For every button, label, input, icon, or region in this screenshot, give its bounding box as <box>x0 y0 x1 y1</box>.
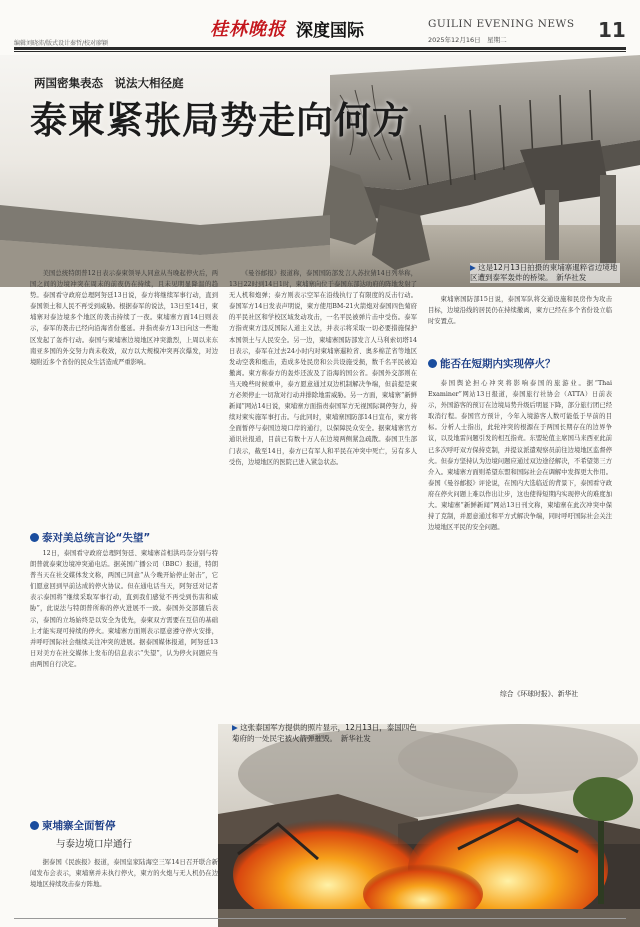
article-kicker: 两国密集表态 说法大相径庭 <box>34 76 184 90</box>
column-1c-text: 据泰国《民族报》报道，泰国皇家陆海空三军14日召开联合新闻发布会表示，柬埔寨并未执行停火，柬方的火炮与无人机仍在边境地区持续攻击泰方阵地。 <box>30 859 218 889</box>
column-1 <box>30 268 218 530</box>
bullet-dot-icon <box>30 533 39 542</box>
column-3 <box>428 294 612 344</box>
bridge-photo-caption <box>470 263 620 283</box>
subhead-1 <box>30 530 150 545</box>
paper-logo: 桂林晚报 <box>210 19 286 40</box>
column-1c <box>30 857 218 897</box>
column-1b <box>30 548 218 806</box>
column-3-text: 柬埔寨国防部15日说，泰国军队将交通设施和民房作为攻击目标，边境沿线的居民仍在持续撤离，柬方已经在多个省份设立临时安置点。 <box>428 296 612 326</box>
fire-photo-caption-text: 这张泰国军方提供的照片显示，12月13日，泰国四色菊府的一处民宅被火箭弹摧毁。 新华社发 <box>232 723 417 743</box>
subhead-2 <box>30 818 116 833</box>
masthead-rule-thin <box>14 51 626 52</box>
page-bottom-rule <box>14 918 626 919</box>
issue-date: 2025年12月16日 星期二 <box>428 36 507 44</box>
column-1-text: 美国总统特朗普12日表示泰柬领导人同意从当晚起停火后，两国之间的边境冲突在周末的前夜仍在持续，且未见明显降温的趋势。泰国看守政府总理阿努廷13日说，泰方将继续军事行动，直到泰国领土和人民不再受到威胁。根据泰军的说法，13日至14日，柬埔寨对泰边境多个地区的袭击持续了一夜。柬埔寨方面14日则表示，泰军的袭击已经向沿海省份蔓延。并指责泰方13日向这一些地区发起了轰炸行动。泰国与柬埔寨边境地区冲突激烈，上周以来东南亚多国的外交努力尚未收效，双方以大规模冲突再次爆发，对边境附近多个省份的民众生活造成严重影响。 <box>30 270 218 366</box>
bullet-dot-icon <box>30 821 39 830</box>
bridge-photo-caption-text: 这是12月13日拍摄的柬埔寨暹粹省边境地区遭到泰军轰炸的桥梁。 新华社发 <box>470 263 618 282</box>
section-title: 深度国际 <box>296 21 364 41</box>
caption-arrow-icon: ▶ <box>470 263 476 272</box>
subhead-3 <box>428 356 556 371</box>
bullet-dot-icon <box>428 359 437 368</box>
subhead-2-text: 柬埔寨全面暂停 <box>42 820 116 832</box>
subhead-2-line2: 与泰边境口岸通行 <box>56 839 133 850</box>
article-source: 综合《环球时报》、新华社 <box>500 690 579 698</box>
masthead-rule <box>14 47 626 50</box>
caption-arrow-icon: ▶ <box>232 723 238 732</box>
fire-illustration <box>218 724 640 927</box>
paper-name-en: GUILIN EVENING NEWS <box>428 18 575 30</box>
column-2 <box>229 268 417 714</box>
article-headline: 泰柬紧张局势走向何方 <box>30 99 410 142</box>
subhead-3-text: 能否在短期内实现停火？ <box>440 358 556 370</box>
column-2-text: 《曼谷邮报》报道称，泰国国防部发言人苏拉猜14日列举称，13日22时到14日1时，柬埔寨向位于泰国东部达叻府的阵地发射了无人机和炮弹；泰方则表示空军在沿线执行了有限度的反击行动。泰国军方14日发表声明说，柬方使用BM-21火箭炮对泰国四色菊府的平民社区和学校区域发动攻击，一名平民被弹片击中受伤。泰军方指责柬方违反国际人道主义法，并表示将采取一切必要措施保护本国领土与人民安全。另一边，柬埔寨国防部发言人马利索切塔14日表示，泰军在过去24小时内对柬埔寨暹粒省、奥多棉芷省等地区发动空袭和炮击，造成多处民房和公共设施受损，数千名平民被迫撤离。柬方称泰方的轰炸还波及了沿海的国公省。泰国外交部则在当天晚些时候重申，泰方愿意通过双边机制解决争端，但前提是柬方必须停止一切敌对行动并排除地雷威胁。另一方面，柬埔寨“新鲜新闻”网站14日说，柬埔寨方面指责泰国军方无视国际调停努力，持续对柬实施军事打击。与此同时，柬埔寨国防部14日宣布，柬方将全面暂停与泰国边境口岸的通行，以保障民众安全。据柬埔寨官方通讯社报道，目前已有数十万人在边境两侧紧急疏散。泰国卫生部门表示，截至14日，泰方已有军人和平民在冲突中死亡，另有多人受伤，边境地区的医院已进入紧急状态。 <box>229 270 417 466</box>
column-1b-text: 12日，泰国看守政府总理阿努廷、柬埔寨首相洪玛奈分别与特朗普就泰柬边境冲突通电话。据英国广播公司（BBC）报道，特朗普当天在社交媒体发文称，两国已同意“从今晚开始停止射击”，它们愿意回到早前达成的停火协议。但在通电话当天，阿努廷对记者表示泰国将“继续采取军事行动，直到我们感觉不再受到伤害和威胁”，此说法与特朗普所称的停火进展不一致。泰国外交部随后表示，泰国的立场始终是以安全为优先，泰柬双方需要在互信的基础上才能实现可持续的停火。柬埔寨方面则表示愿意遵守停火安排，并呼吁国际社会继续关注冲突的进展。据泰国媒体报道，阿努廷13日对美方在社交媒体上发布的信息表示“失望”，认为停火问题应当由两国自行决定。 <box>30 550 218 668</box>
column-3b <box>428 378 612 678</box>
editors-credit: 编辑刘晓沛/版式设计秦哲/校对廖颖 <box>14 40 109 47</box>
column-3b-text: 泰国舆论担心冲突将影响泰国的旅游业。据“Thai Examiner”网站13日报道，泰国旅行社协会（ATTA）日前表示，外国游客的预订在边境局势升级后明显下降，部分旅行团已经取消行程。泰国官方预计，今年入境游客人数可能低于早前的目标。分析人士指出，此轮冲突的根源在于两国长期存在的边界争议，以及地雷问题引发的相互指责。东盟轮值主席国马来西亚此前已多次呼吁双方保持克制，并提议派遣观察员前往边境地区监督停火。但泰方坚持认为边境问题应通过双边途径解决，不希望第三方介入。柬埔寨方面则希望东盟和国际社会在调解中发挥更大作用。泰国《曼谷邮报》评论说，在国内大选临近的背景下，泰国看守政府在停火问题上难以作出让步，这也使得短期内实现停火的难度加大。柬埔寨“新鲜新闻”网站13日刊文称，柬埔寨在此次冲突中保持了克制，并愿意通过和平方式解决争端，同时呼吁国际社会关注边境地区平民的安全问题。 <box>428 380 612 532</box>
fire-photo-caption <box>232 722 422 744</box>
page-number: 11 <box>598 18 626 42</box>
fire-photo <box>218 724 640 927</box>
subhead-1-text: 泰对美总统言论“失望” <box>42 532 151 544</box>
